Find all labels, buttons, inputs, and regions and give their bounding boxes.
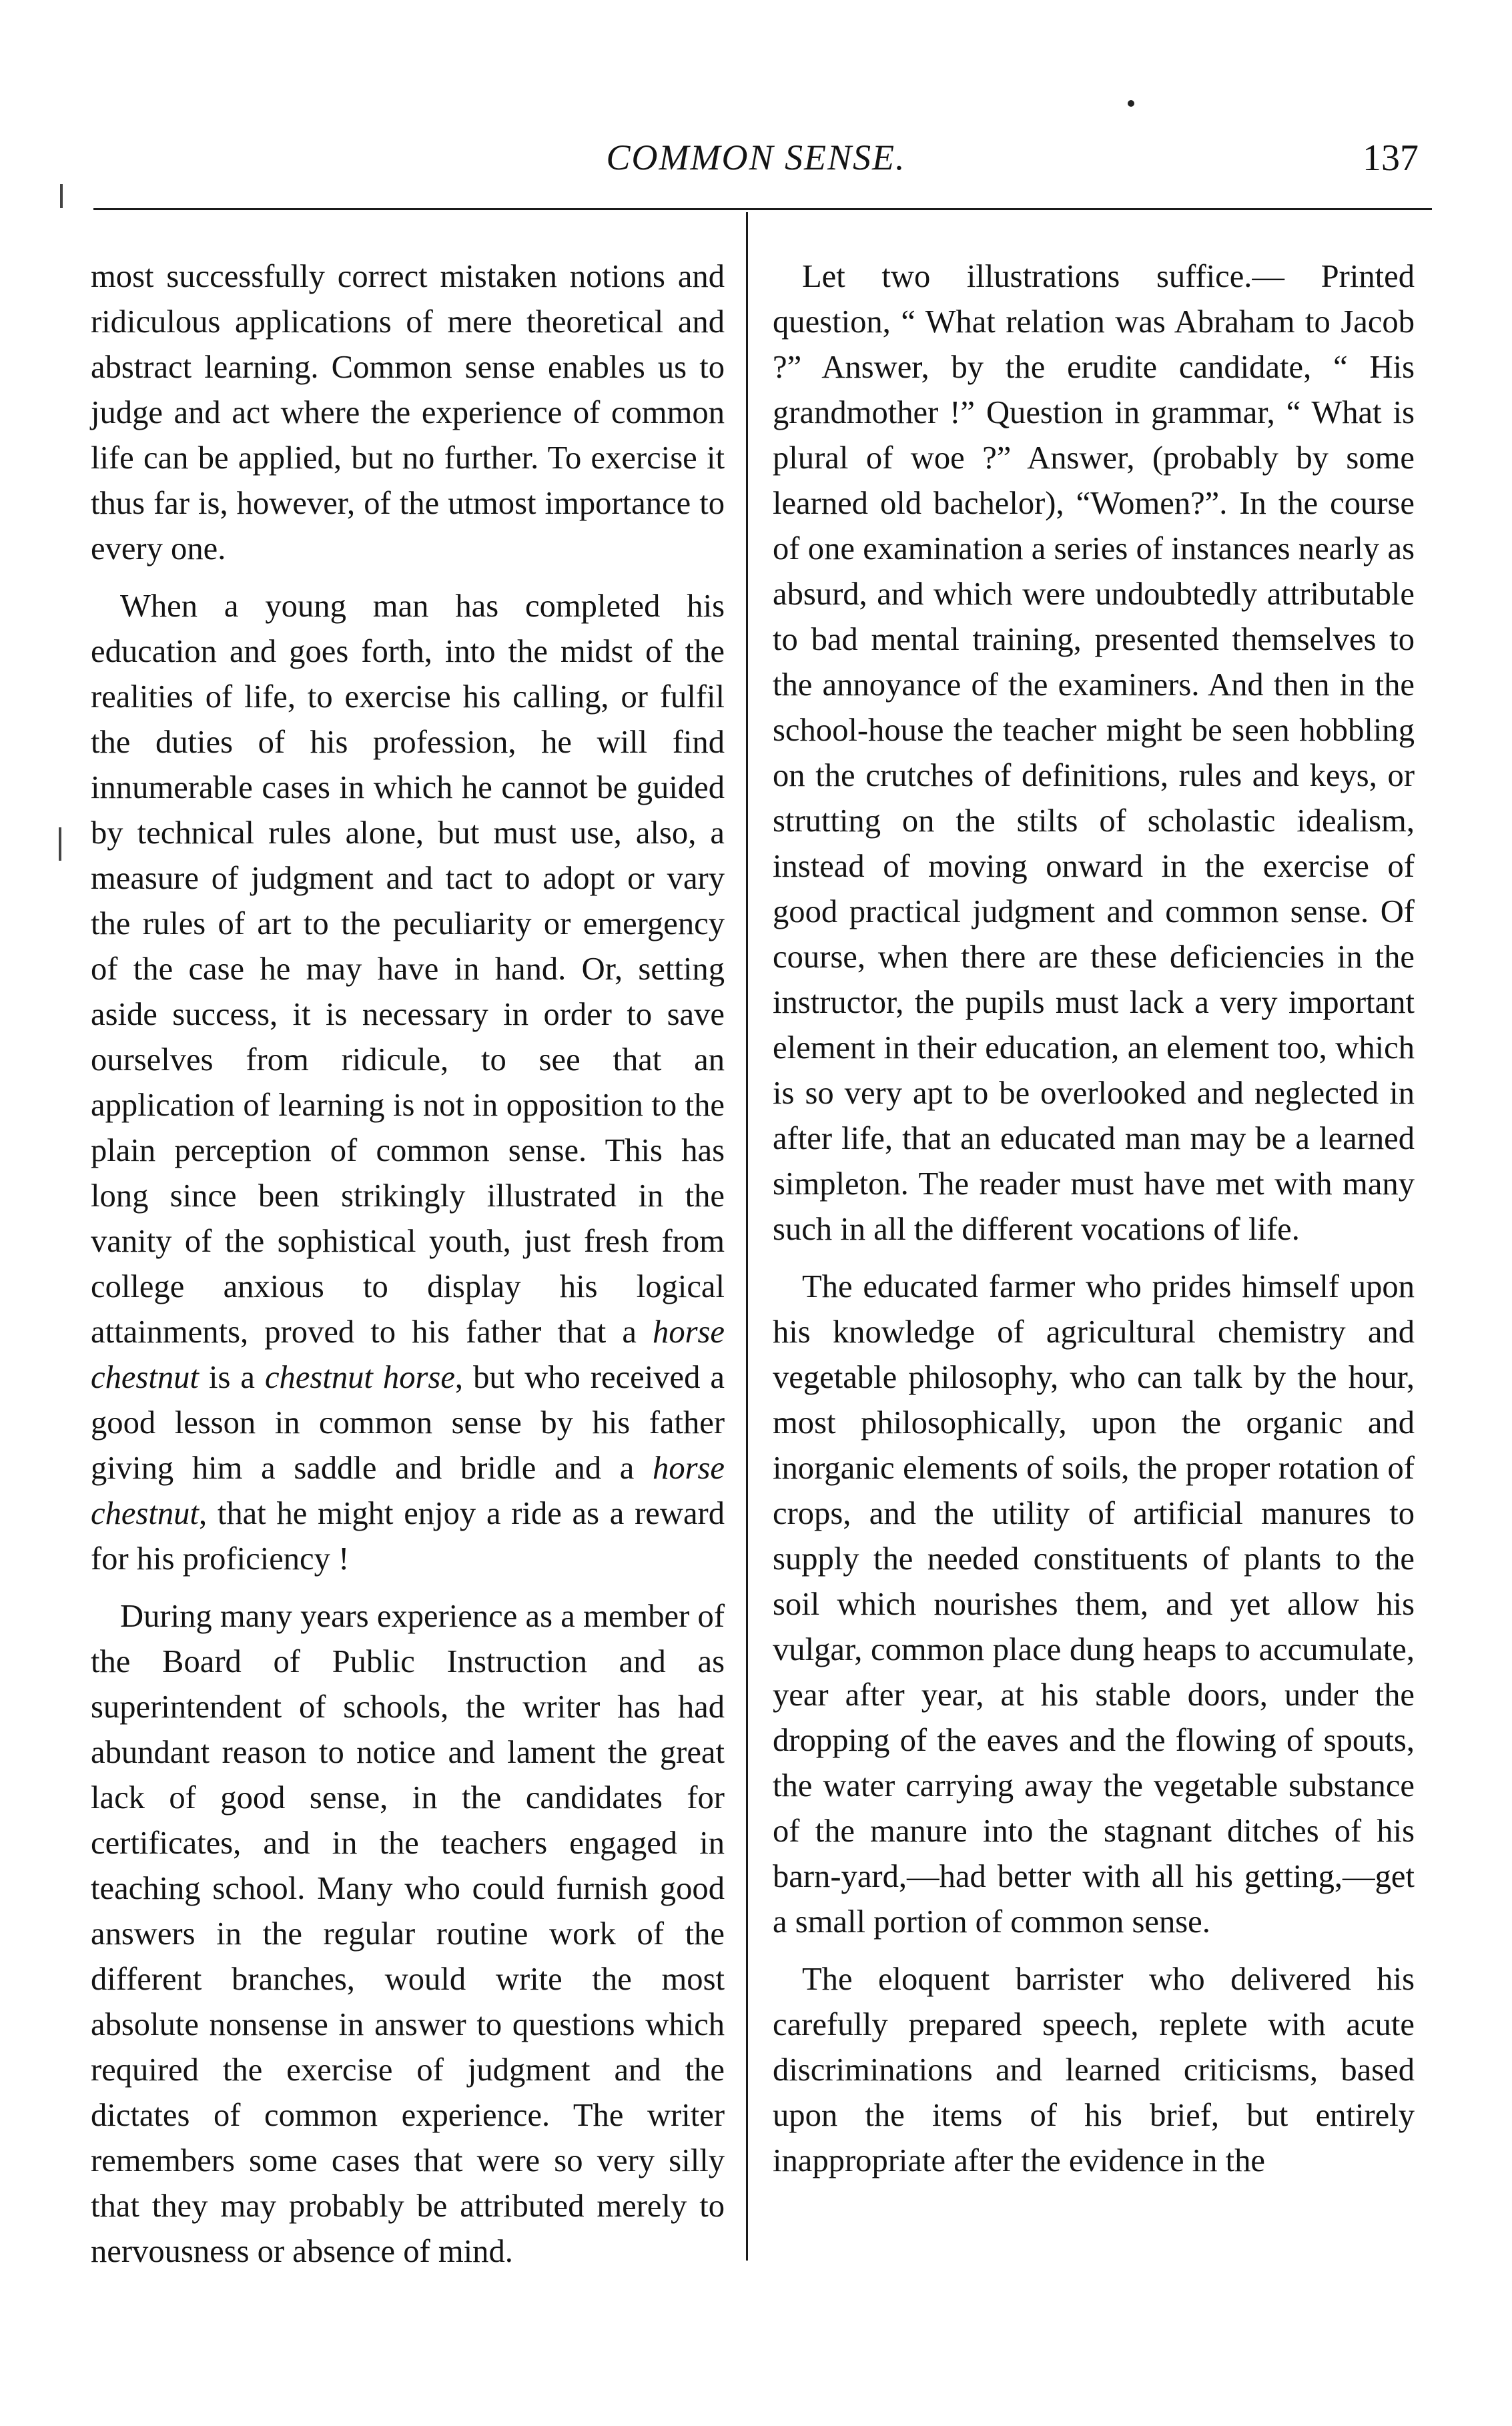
running-head-title: COMMON SENSE. xyxy=(606,137,906,177)
italic-phrase: chestnut horse xyxy=(264,1359,455,1395)
paragraph: most successfully correct mistaken notions and ridiculous applications of mere theoretical and abstract learning. Common sense enables us to judge and act where the experience of common life can be applied, but no further. To exercise it thus far is, however, of the utmost importance to every one. xyxy=(91,258,725,566)
paragraph xyxy=(91,583,725,1581)
paragraph-text: When a young man has completed his education and goes forth, into the midst of the realities of life, to exercise his calling, or fulfil the duties of his profession, he will find innumerable cases in which he cannot be guided by technical rules alone, but must use, also, a measure of judgment and tact to adopt or vary the rules of art to the peculiarity or emergency of the case he may have in hand. Or, setting aside success, it is necessary in order to save ourselves from ridicule, to see that an application of learning is not in opposition to the plain perception of common sense. This has long since been strikingly illustrated in the vanity of the sophistical youth, just fresh from college anxious to display his logical attainments, proved to his father that a xyxy=(91,588,725,1350)
header-rule xyxy=(93,208,1432,210)
paragraph: The educated farmer who prides himself upon his knowledge of agricultural chemistry and vegetable philosophy, who can talk by the hour, most philosophically, upon the organic and inorganic elements of soils, the proper rotation of crops, and the utility of artificial manures to supply the needed constituents of plants to the soil which nourishes them, and yet allow his vulgar, common place dung heaps to accumulate, year after year, at his stable doors, under the dropping of the eaves and the flowing of spouts, the water carrying away the vegetable substance of the manure into the stagnant ditches of his barn-yard,—had better with all his getting,—get a small portion of common sense. xyxy=(773,1268,1415,1940)
page-number: 137 xyxy=(1363,137,1419,179)
margin-mark xyxy=(59,827,61,861)
paragraph-text: is a xyxy=(198,1359,265,1395)
italic-phrase: horse chestnut xyxy=(91,1314,725,1395)
paragraph: The eloquent barrister who delivered his carefully prepared speech, replete with acute discriminations and learned criticisms, based upon the items of his brief, but entirely inappropriate after the evidence in the xyxy=(773,1961,1415,2178)
italic-phrase: horse chestnut xyxy=(91,1450,725,1531)
paragraph: Let two illustrations suffice.— Printed question, “ What relation was Abraham to Jacob ?” Answer, by the erudite candidate, “ His grandmother !” Question in grammar, “ What is plural of woe ?” Answer, (probably by some learned old bachelor), “Women?”. In the course of one examination a series of instances nearly as absurd, and which were undoubtedly attributable to bad mental training, presented themselves to the annoyance of the examiners. And then in the school-house the teacher might be seen hobbling on the crutches of definitions, rules and keys, or strutting on the stilts of scholastic idealism, instead of moving onward in the exercise of good practical judgment and common sense. Of course, when there are these deficiencies in the instructor, the pupils must lack a very important element in their education, an element too, which is so very apt to be overlooked and neglected in after life, that an educated man may be a learned simpleton. The reader must have met with many such in all the different vocations of life. xyxy=(773,258,1415,1247)
paragraph-text: , but who received a good lesson in common sense by his father giving him a saddle and bridle and a xyxy=(91,1359,725,1486)
margin-mark xyxy=(60,184,63,208)
right-column xyxy=(773,254,1415,2183)
paragraph: During many years experience as a member of the Board of Public Instruction and as superintendent of schools, the writer has had abundant reason to notice and lament the great lack of good sense, in the candidates for certificates, and in the teachers engaged in teaching school. Many who could furnish good answers in the regular routine work of the different branches, would write the most absolute nonsense in answer to questions which required the exercise of judgment and the dictates of common experience. The writer remembers some cases that were so very silly that they may probably be attributed merely to nervousness or absence of mind. xyxy=(91,1598,725,2269)
left-column xyxy=(91,254,725,2274)
paragraph-text: , that he might enjoy a ride as a reward for his proficiency ! xyxy=(91,1495,725,1577)
ink-dot xyxy=(1128,100,1134,107)
column-divider xyxy=(746,212,748,2261)
